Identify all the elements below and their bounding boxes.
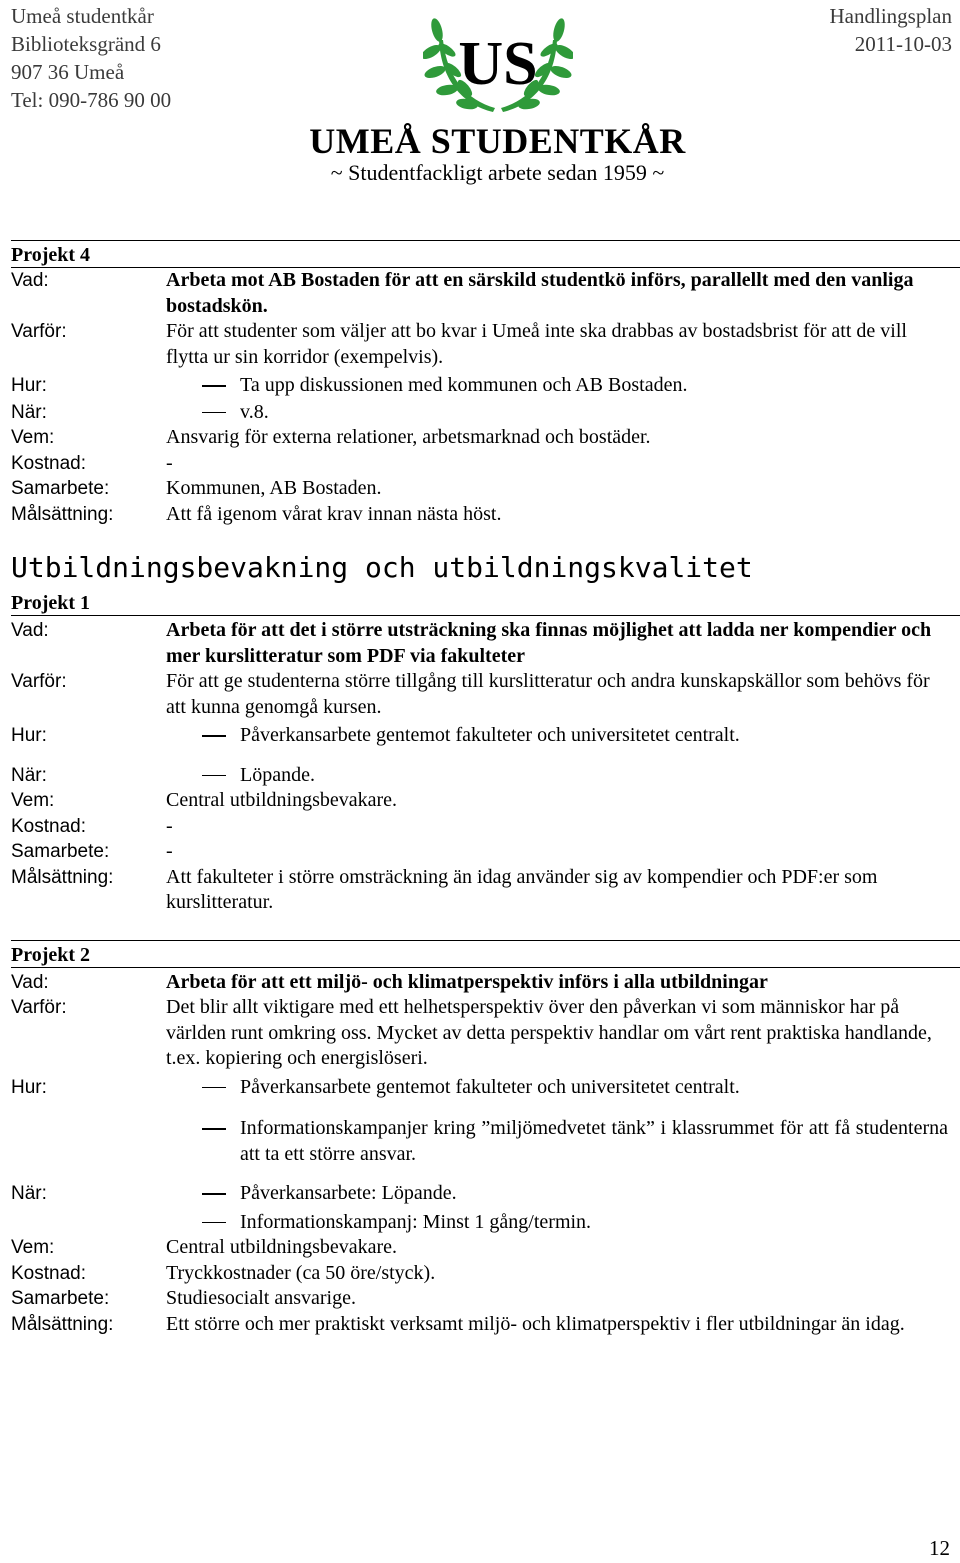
projekt-4-kostnad-row bbox=[11, 451, 960, 477]
label-hur: Hur: bbox=[11, 725, 47, 746]
projekt-2-hur-row bbox=[11, 1075, 960, 1168]
projekt-4-hur-row bbox=[11, 373, 960, 399]
dash-list-item: Påverkansarbete: Löpande. bbox=[166, 1181, 948, 1207]
dash-list-item: Informationskampanjer kring ”miljömedvetet tänk” i klassrummet för att få studenterna att ta ett större ansvar. bbox=[166, 1116, 948, 1167]
projekt-4-malsattning-row bbox=[11, 502, 960, 528]
projekt-4-malsattning: Att få igenom vårat krav innan nästa höst. bbox=[166, 502, 502, 525]
label-nar: När: bbox=[11, 1183, 47, 1204]
projekt-4-varfor: För att studenter som väljer att bo kvar i Umeå inte ska drabbas av bostadsbrist för att de vill flytta ur sin korridor (exempelvis). bbox=[166, 320, 907, 368]
projekt-1-varfor-row bbox=[11, 669, 960, 720]
label-kostnad: Kostnad: bbox=[11, 815, 86, 837]
projekt-2-kostnad-row bbox=[11, 1261, 960, 1287]
logo-monogram: US bbox=[457, 30, 538, 98]
label-kostnad: Kostnad: bbox=[11, 452, 86, 474]
label-varfor: Varför: bbox=[11, 321, 67, 342]
projekt-2-vad: Arbeta för att ett miljö- och klimatperspektiv införs i alla utbildningar bbox=[166, 970, 768, 993]
projekt-2-samarbete: Studiesocialt ansvarige. bbox=[166, 1287, 356, 1309]
dash-bullet-icon bbox=[166, 1210, 240, 1236]
label-malsattning: Målsättning: bbox=[11, 1313, 114, 1335]
logo-org-name: UMEÅ STUDENTKÅR bbox=[309, 121, 686, 161]
projekt-2-nar-row bbox=[11, 1181, 960, 1235]
projekt-2-title: Projekt 2 bbox=[11, 940, 960, 968]
label-vad: Vad: bbox=[11, 620, 49, 641]
projekt-2-malsattning: Ett större och mer praktiskt verksamt miljö- och klimatperspektiv i fler utbildningar än idag. bbox=[166, 1312, 905, 1335]
sender-address bbox=[11, 2, 171, 114]
dash-bullet-icon bbox=[166, 723, 240, 749]
postal-address: 907 36 Umeå bbox=[11, 60, 125, 84]
projekt-1-vad: Arbeta för att det i större utsträckning ska finnas möjlighet att ladda ner kompendier och mer kurslitteratur som PDF via fakulteter bbox=[166, 619, 932, 667]
page-number: 12 bbox=[929, 1536, 950, 1560]
label-malsattning: Målsättning: bbox=[11, 503, 114, 525]
laurel-monogram-icon bbox=[423, 0, 573, 120]
label-hur: Hur: bbox=[11, 375, 47, 396]
street-address: Biblioteksgränd 6 bbox=[11, 32, 161, 56]
projekt-1-malsattning-row bbox=[11, 865, 960, 916]
dash-bullet-icon bbox=[166, 400, 240, 426]
projekt-2-samarbete-row bbox=[11, 1286, 960, 1312]
document-body bbox=[11, 240, 960, 1337]
label-samarbete: Samarbete: bbox=[11, 841, 110, 862]
projekt-4-samarbete: Kommunen, AB Bostaden. bbox=[166, 477, 382, 499]
document-date: 2011-10-03 bbox=[854, 32, 952, 56]
projekt-1-vad-row bbox=[11, 618, 960, 669]
document-type: Handlingsplan bbox=[829, 4, 952, 28]
projekt-1-hur-row bbox=[11, 723, 960, 749]
org-name: Umeå studentkår bbox=[11, 4, 154, 28]
projekt-4-kostnad: - bbox=[166, 451, 173, 474]
label-nar: När: bbox=[11, 401, 47, 423]
section-title: Utbildningsbevakning och utbildningskvalitet bbox=[11, 551, 753, 584]
projekt-4-vad-row bbox=[11, 268, 960, 319]
projekt-2-varfor: Det blir allt viktigare med ett helhetsperspektiv över den påverkan vi som människor har på världen runt omkring oss. Mycket av detta perspektiv handlar om vårt rent praktiska handlande, t.ex. kopiering och energislöseri. bbox=[166, 996, 932, 1069]
dash-list-item: v.8. bbox=[166, 400, 948, 426]
document-meta bbox=[830, 2, 952, 58]
dash-list-item: Ta upp diskussionen med kommunen och AB Bostaden. bbox=[166, 373, 948, 399]
label-vem: Vem: bbox=[11, 427, 55, 448]
label-samarbete: Samarbete: bbox=[11, 478, 110, 499]
projekt-1-nar-row bbox=[11, 763, 960, 789]
projekt-1-malsattning: Att fakulteter i större omsträckning än idag använder sig av kompendier och PDF:er som kurslitteratur. bbox=[166, 865, 878, 913]
dash-list-item: Löpande. bbox=[166, 763, 948, 789]
label-malsattning: Målsättning: bbox=[11, 866, 114, 888]
projekt-2-varfor-row bbox=[11, 995, 960, 1072]
projekt-4-vem: Ansvarig för externa relationer, arbetsmarknad och bostäder. bbox=[166, 426, 651, 448]
dash-list-item: Påverkansarbete gentemot fakulteter och universitetet centralt. bbox=[166, 1075, 948, 1101]
dash-bullet-icon bbox=[166, 1181, 240, 1207]
label-vad: Vad: bbox=[11, 971, 49, 993]
dash-bullet-icon bbox=[166, 373, 240, 399]
dash-bullet-icon bbox=[166, 1116, 240, 1167]
label-vem: Vem: bbox=[11, 790, 55, 811]
projekt-1-samarbete: - bbox=[166, 840, 173, 862]
label-nar: När: bbox=[11, 764, 47, 786]
projekt-1-varfor: För att ge studenterna större tillgång till kurslitteratur och andra kunskapskällor som behövs för att kunna genomgå kursen. bbox=[166, 670, 930, 718]
label-varfor: Varför: bbox=[11, 671, 67, 692]
projekt-2-malsattning-row bbox=[11, 1312, 960, 1338]
projekt-1-kostnad: - bbox=[166, 814, 173, 837]
logo-tagline: ~ Studentfackligt arbete sedan 1959 ~ bbox=[330, 160, 665, 185]
dash-list-item: Informationskampanj: Minst 1 gång/termin. bbox=[166, 1210, 948, 1236]
projekt-4-vad: Arbeta mot AB Bostaden för att en särskild studentkö införs, parallellt med den vanliga bostadskön. bbox=[166, 269, 914, 317]
projekt-2-vad-row bbox=[11, 970, 960, 996]
projekt-1-samarbete-row bbox=[11, 839, 960, 865]
projekt-4-nar-row bbox=[11, 400, 960, 426]
projekt-1-vem: Central utbildningsbevakare. bbox=[166, 789, 398, 811]
projekt-4-varfor-row bbox=[11, 319, 960, 370]
projekt-2-kostnad: Tryckkostnader (ca 50 öre/styck). bbox=[166, 1261, 436, 1284]
projekt-4-title: Projekt 4 bbox=[11, 240, 960, 268]
umea-studentkar-logo bbox=[300, 0, 695, 190]
label-vem: Vem: bbox=[11, 1237, 55, 1258]
dash-bullet-icon bbox=[166, 1075, 240, 1101]
projekt-2-vem-row bbox=[11, 1235, 960, 1261]
projekt-1-title: Projekt 1 bbox=[11, 589, 960, 616]
projekt-4-samarbete-row bbox=[11, 476, 960, 502]
dash-list-item: Påverkansarbete gentemot fakulteter och universitetet centralt. bbox=[166, 723, 948, 749]
label-vad: Vad: bbox=[11, 270, 49, 291]
projekt-1-vem-row bbox=[11, 788, 960, 814]
phone: Tel: 090-786 90 00 bbox=[11, 88, 172, 112]
label-varfor: Varför: bbox=[11, 997, 67, 1018]
label-hur: Hur: bbox=[11, 1076, 47, 1098]
projekt-4-vem-row bbox=[11, 425, 960, 451]
label-kostnad: Kostnad: bbox=[11, 1262, 86, 1284]
projekt-1-kostnad-row bbox=[11, 814, 960, 840]
projekt-2-vem: Central utbildningsbevakare. bbox=[166, 1236, 398, 1258]
label-samarbete: Samarbete: bbox=[11, 1288, 110, 1309]
dash-bullet-icon bbox=[166, 763, 240, 789]
